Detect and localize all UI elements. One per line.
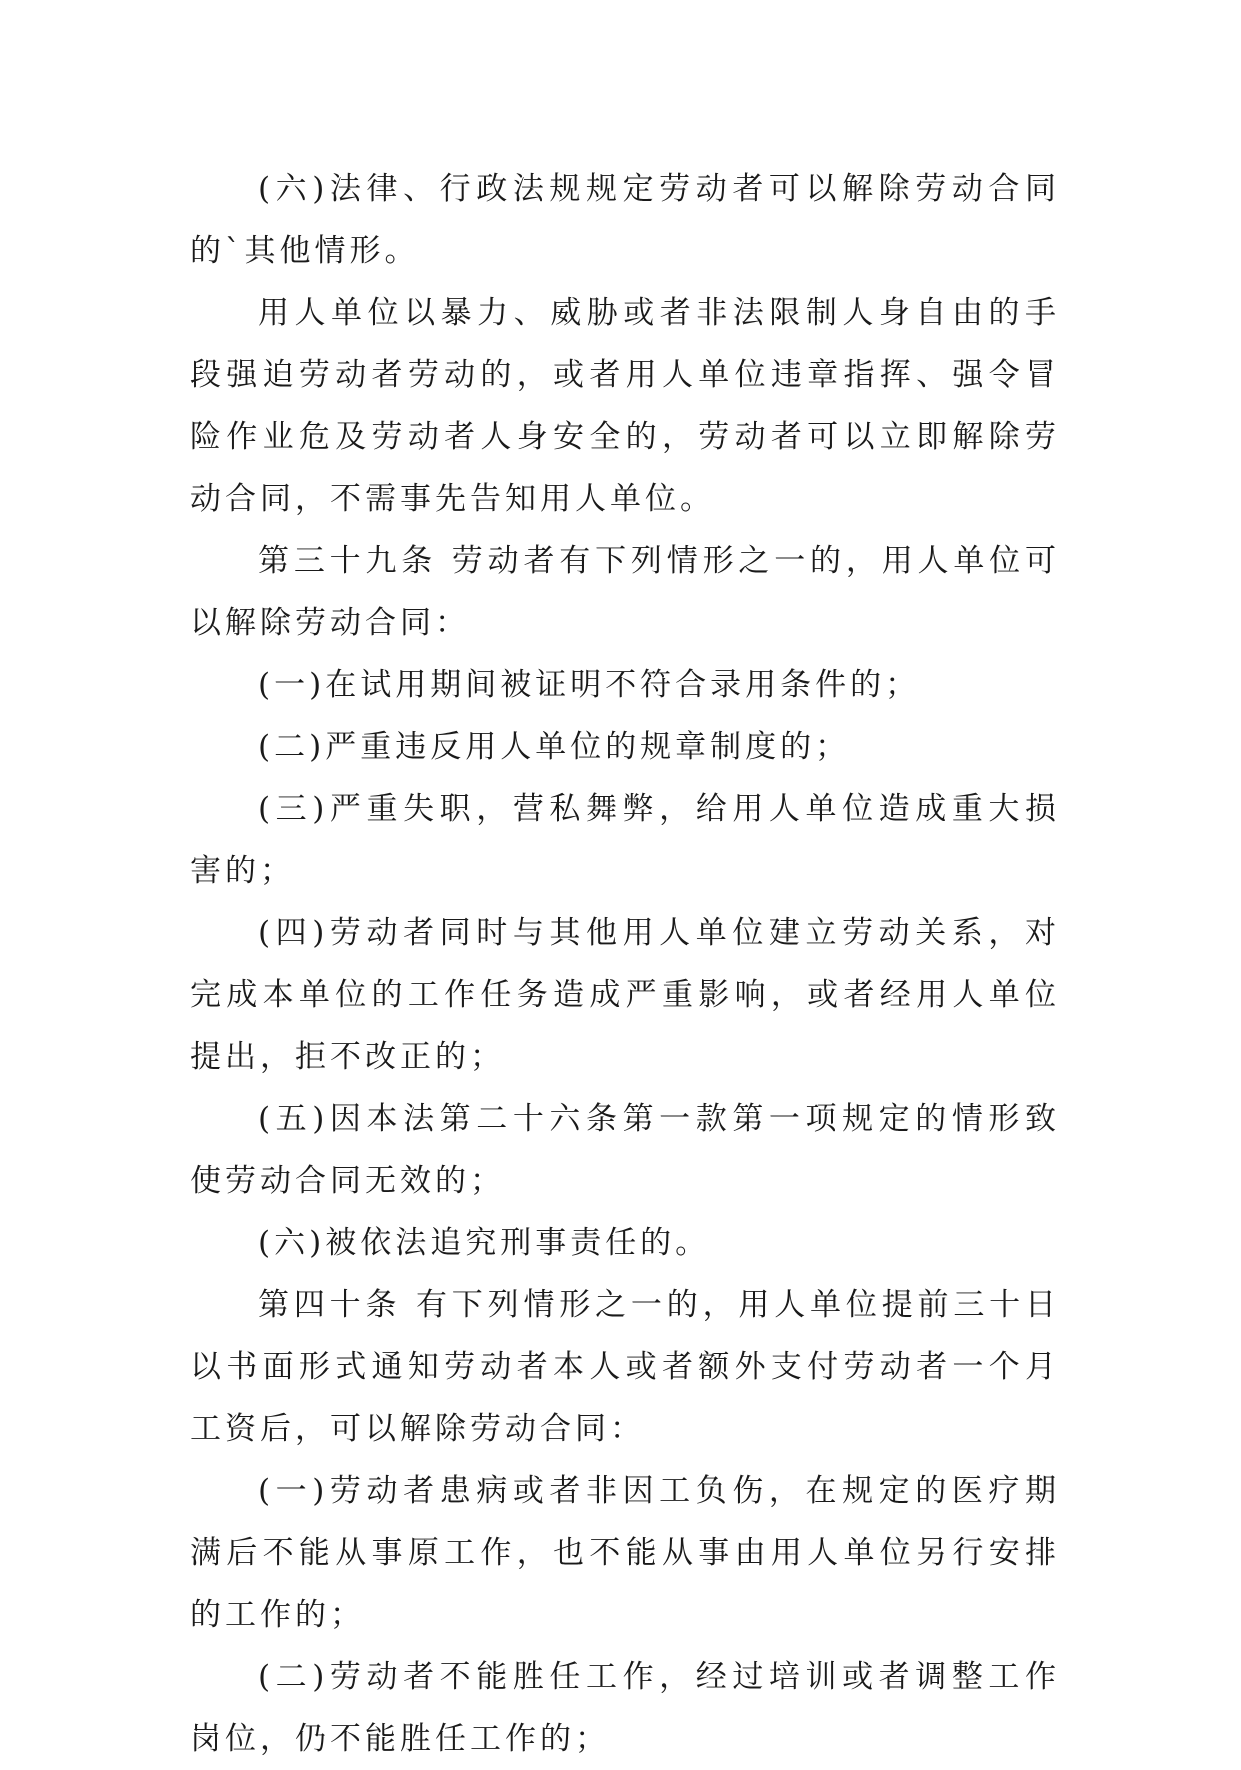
article-39-item-4: (四)劳动者同时与其他用人单位建立劳动关系，对完成本单位的工作任务造成严重影响，或者经用人单位提出，拒不改正的；: [190, 915, 1060, 1075]
article-39-item-2: (二)严重违反用人单位的规章制度的；: [258, 729, 851, 765]
article-40-item-1: (一)劳动者患病或者非因工负伤，在规定的医疗期满后不能从事原工作，也不能从事由用人单位另行安排的工作的；: [190, 1473, 1060, 1633]
paragraph-other-circumstances: (六)法律、行政法规规定劳动者可以解除劳动合同的`其他情形。: [190, 171, 1060, 269]
document-body: [190, 158, 1060, 1770]
paragraph-immediate-termination: 用人单位以暴力、威胁或者非法限制人身自由的手段强迫劳动者劳动的，或者用人单位违章指挥、强令冒险作业危及劳动者人身安全的，劳动者可以立即解除劳动合同，不需事先告知用人单位。: [190, 295, 1060, 517]
article-39-item-3: (三)严重失职，营私舞弊，给用人单位造成重大损害的；: [190, 791, 1060, 889]
article-39-item-1: (一)在试用期间被证明不符合录用条件的；: [258, 667, 921, 703]
article-39-item-5: (五)因本法第二十六条第一款第一项规定的情形致使劳动合同无效的；: [190, 1101, 1060, 1199]
article-39-item-6: (六)被依法追究刑事责任的。: [258, 1225, 711, 1261]
article-40-heading: 第四十条 有下列情形之一的，用人单位提前三十日以书面形式通知劳动者本人或者额外支付劳动者一个月工资后，可以解除劳动合同：: [190, 1287, 1060, 1447]
article-40-item-2: (二)劳动者不能胜任工作，经过培训或者调整工作岗位，仍不能胜任工作的；: [190, 1659, 1060, 1757]
article-39-heading: 第三十九条 劳动者有下列情形之一的，用人单位可以解除劳动合同：: [190, 543, 1060, 641]
